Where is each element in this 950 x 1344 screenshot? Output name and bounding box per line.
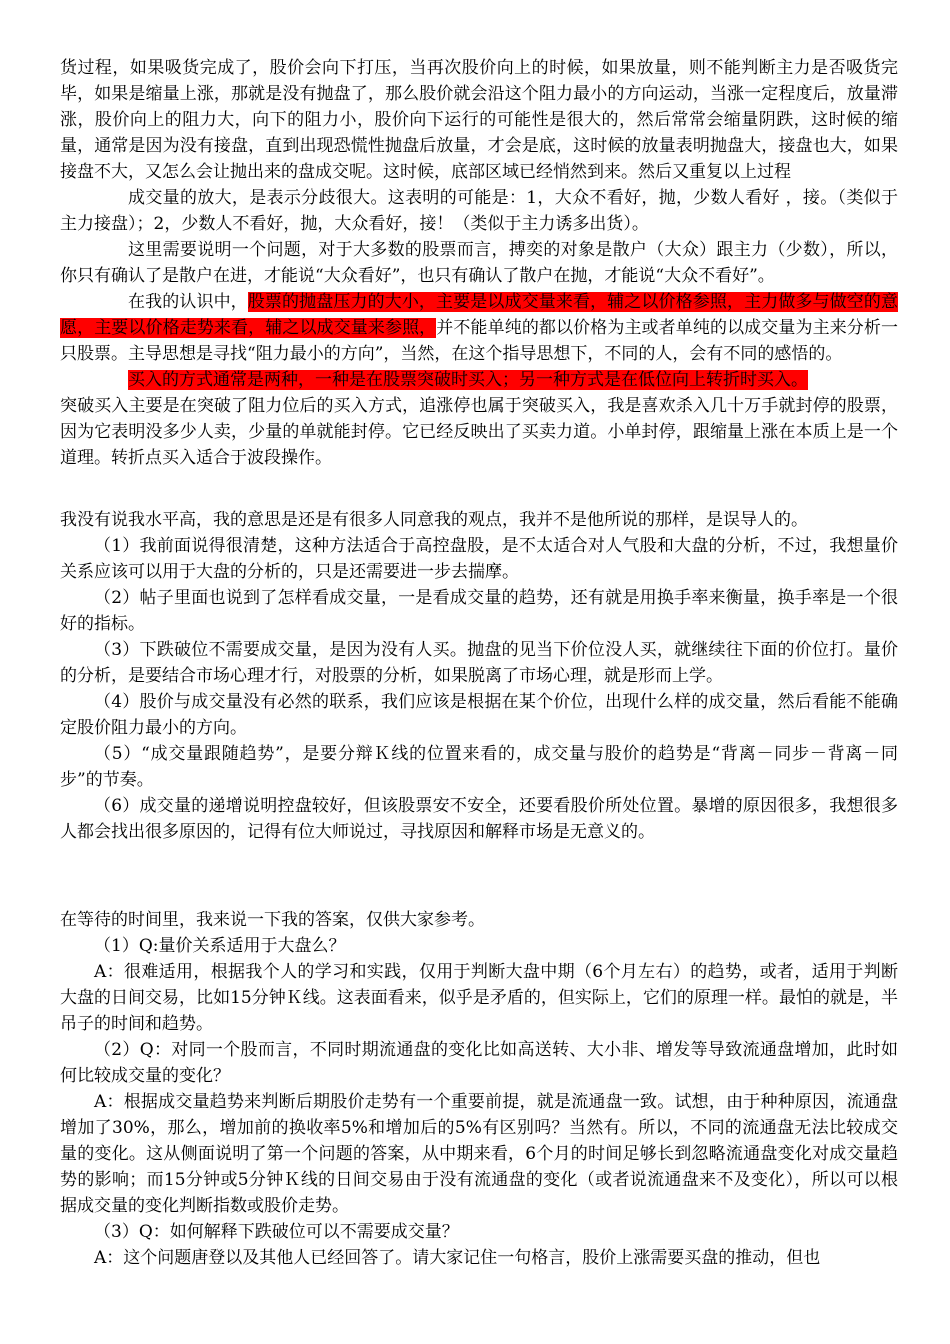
paragraph-5-highlight xyxy=(60,367,898,393)
paragraph-4-lead: 在我的认识中， xyxy=(128,292,248,312)
paragraph-2: 成交量的放大，是表示分歧很大。这表明的可能是：1，大众不看好，抛，少数人看好 ，接。（类似于主力接盘）；2，少数人不看好，抛，大众看好，接！（类似于主力诱多出货）。 xyxy=(60,188,898,234)
paragraph-1: 货过程，如果吸货完成了，股价会向下打压，当再次股价向上的时候，如果放量，则不能判断主力是否吸货完毕，如果是缩量上涨，那就是没有抛盘了，那么股价就会沿这个阻力最小的方向运动，当涨一定程度后，放量滞涨，股价向上的阻力大，向下的阻力小，股价向下运行的可能性是很大的，然后常常会缩量阴跌，这时候的缩量，通常是因为没有接盘，直到出现恐慌性抛盘后放量，才会是底，这时候的放量表明抛盘大，接盘也大，如果接盘不大，又怎么会让抛出来的盘成交呢。这时候，底部区域已经悄然到来。然后又重复以上过程 xyxy=(60,58,898,182)
answer-2: A：根据成交量趋势来判断后期股价走势有一个重要前提，就是流通盘一致。试想，由于种种原因，流通盘增加了30%，那么，增加前的换收率5%和增加后的5%有区别吗？当然有。所以，不同的流通盘无法比较成交量的变化。这从侧面说明了第一个问题的答案，从中期来看，6个月的时间足够长到忽略流通盘变化对成交量趋势的影响；而15分钟或5分钟Ｋ线的日间交易由于没有流通盘的变化（或者说流通盘来不及变化），所以可以根据成交量的变化判断指数或股价走势。 xyxy=(60,1092,898,1216)
paragraph-4-tail: 并不能单纯的都以价格为主或者单纯的以成交量为主来分析一只股票。主导思想是寻找“阻力最小的方向”，当然，在这个指导思想下，不同的人，会有不同的感悟的。 xyxy=(60,318,899,364)
point-3: （3）下跌破位不需要成交量，是因为没有人买。抛盘的见当下价位没人买，就继续往下面的价位打。量价的分析，是要结合市场心理才行，对股票的分析，如果脱离了市场心理，就是形而上学。 xyxy=(60,640,898,686)
question-1: （1）Q:量价关系适用于大盘么？ xyxy=(94,936,346,956)
question-2: （2）Q：对同一个股而言，不同时期流通盘的变化比如高送转、大小非、增发等导致流通盘增加，此时如何比较成交量的变化？ xyxy=(60,1040,898,1086)
point-6: （6）成交量的递增说明控盘较好，但该股票安不安全，还要看股价所处位置。暴增的原因很多，我想很多人都会找出很多原因的，记得有位大师说过，寻找原因和解释市场是无意义的。 xyxy=(60,796,898,842)
paragraph-3: 这里需要说明一个问题，对于大多数的股票而言，搏奕的对象是散户（大众）跟主力（少数），所以，你只有确认了是散户在进，才能说“大众看好”，也只有确认了散户在抛，才能说“大众不看好”。 xyxy=(60,240,898,286)
point-2: （2）帖子里面也说到了怎样看成交量，一是看成交量的趋势，还有就是用换手率来衡量，换手率是一个很好的指标。 xyxy=(60,588,898,634)
paragraph-4 xyxy=(60,289,898,367)
spacer xyxy=(60,845,898,907)
question-3: （3）Q：如何解释下跌破位可以不需要成交量？ xyxy=(94,1222,459,1242)
spacer xyxy=(60,471,898,507)
point-1: （1）我前面说得很清楚，这种方法适合于高控盘股，是不太适合对人气股和大盘的分析，不过，我想量价关系应该可以用于大盘的分析的，只是还需要进一步去揣摩。 xyxy=(60,536,898,582)
paragraph-6: 我没有说我水平高，我的意思是还是有很多人同意我的观点，我并不是他所说的那样，是误导人的。 xyxy=(60,510,808,530)
paragraph-5: 突破买入主要是在突破了阻力位后的买入方式，追涨停也属于突破买入，我是喜欢杀入几十万手就封停的股票，因为它表明没多少人卖，少量的单就能封停。它已经反映出了买卖力道。小单封停，跟缩量上涨在本质上是一个道理。转折点买入适合于波段操作。 xyxy=(60,396,898,468)
highlighted-text-2: 买入的方式通常是两种，一种是在股票突破时买入；另一种方式是在低位向上转折时买入。 xyxy=(128,370,808,390)
paragraph-answers-intro: 在等待的时间里，我来说一下我的答案，仅供大家参考。 xyxy=(60,910,485,930)
answer-1: A：很难适用，根据我个人的学习和实践，仅用于判断大盘中期（6个月左右）的趋势，或者，适用于判断大盘的日间交易，比如15分钟Ｋ线。这表面看来，似乎是矛盾的，但实际上，它们的原理一样。最怕的就是，半吊子的时间和趋势。 xyxy=(60,962,898,1034)
highlighted-text-1: 股票的抛盘压力的大小，主要是以成交量来看，辅之以价格参照，主力做多与做空的意愿，主要以价格走势来看，辅之以成交量来参照， xyxy=(60,292,898,338)
point-5: （5）“成交量跟随趋势”，是要分辩Ｋ线的位置来看的，成交量与股价的趋势是“背离－同步－背离－同步”的节奏。 xyxy=(60,744,898,790)
point-4: （4）股价与成交量没有必然的联系，我们应该是根据在某个价位，出现什么样的成交量，然后看能不能确定股价阻力最小的方向。 xyxy=(60,692,898,738)
answer-3: A：这个问题唐登以及其他人已经回答了。请大家记住一句格言，股价上涨需要买盘的推动，但也 xyxy=(94,1248,821,1268)
